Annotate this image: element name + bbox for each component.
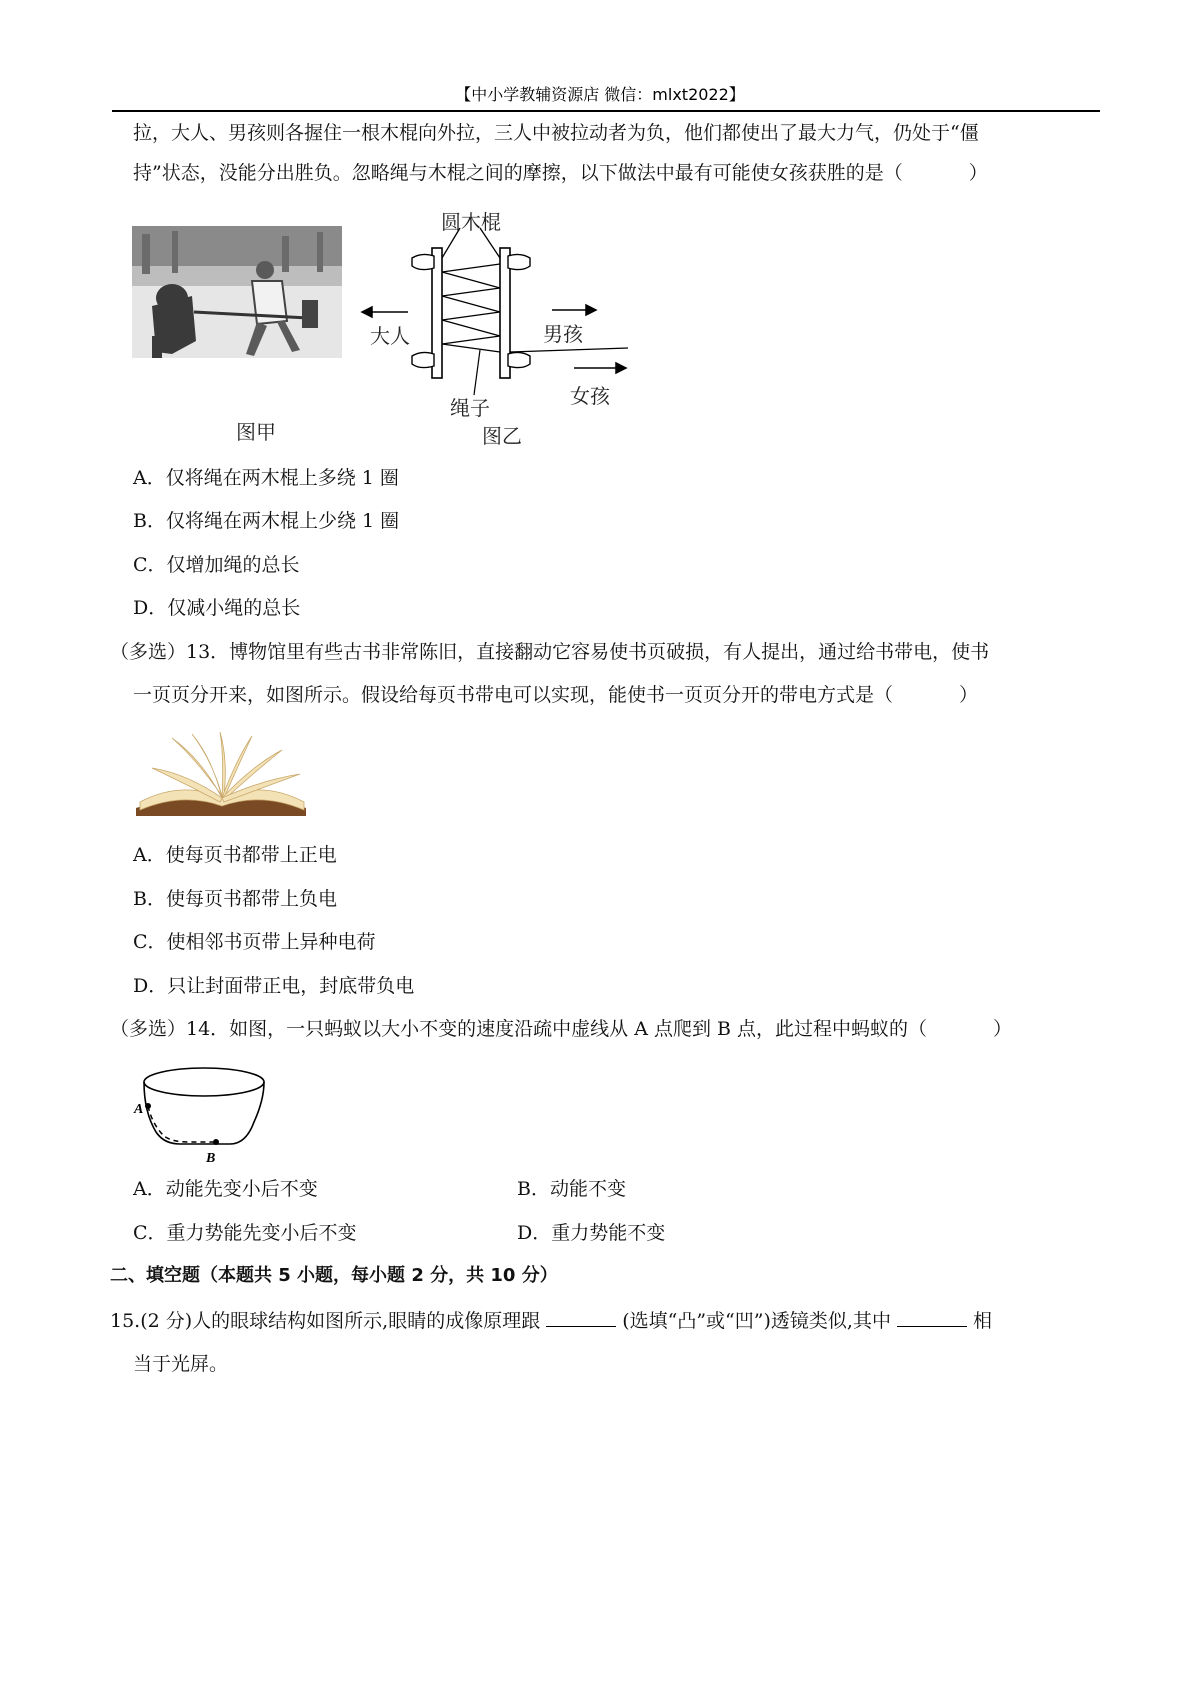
q15-part-2: (选填“凸”或“凹”)透镜类似,其中: [622, 1310, 891, 1332]
q14-option-a: A．动能先变小后不变: [133, 1178, 318, 1200]
q12-option-a: A．仅将绳在两木棍上多绕 1 圈: [133, 467, 399, 489]
q15-blank-1[interactable]: [546, 1308, 616, 1327]
boy-label: 男孩: [543, 322, 583, 346]
q13-line-2-text: 一页页分开来，如图所示。假设给每页书带电可以实现，能使书一页页分开的带电方式是（: [133, 684, 894, 706]
header-rule: [112, 110, 1100, 112]
figure-a-caption: 图甲: [236, 420, 276, 444]
q12-line-2: [133, 161, 988, 185]
bowl-figure: [130, 1062, 270, 1166]
q15-part-1: 15.(2 分)人的眼球结构如图所示,眼睛的成像原理跟: [110, 1310, 541, 1332]
q12-option-c: C．仅增加绳的总长: [133, 554, 300, 576]
q14-option-b: B．动能不变: [517, 1178, 626, 1200]
q15-blank-2[interactable]: [897, 1308, 967, 1327]
q13-option-d: D．只让封面带正电，封底带负电: [133, 975, 415, 997]
q12-option-b: B．仅将绳在两木棍上少绕 1 圈: [133, 510, 400, 532]
q12-line-2-text: 持”状态，没能分出胜负。忽略绳与木棍之间的摩擦，以下做法中最有可能使女孩获胜的是（: [133, 162, 903, 184]
q15-line-1: [110, 1308, 992, 1333]
adult-label: 大人: [370, 324, 410, 348]
bowl-label-b: B: [206, 1151, 216, 1166]
q13-option-a: A．使每页书都带上正电: [133, 844, 337, 866]
girl-label: 女孩: [570, 384, 610, 408]
q13-option-c: C．使相邻书页带上异种电荷: [133, 931, 376, 953]
q12-line-1: 拉，大人、男孩则各握住一根木棍向外拉，三人中被拉动者为负，他们都使出了最大力气，仍处于“僵: [133, 122, 979, 144]
q15-part-3: 相: [972, 1310, 992, 1332]
figure-a-photo: [132, 226, 342, 358]
q14-option-c: C．重力势能先变小后不变: [133, 1222, 357, 1244]
q14-option-d: D．重力势能不变: [517, 1222, 666, 1244]
q14-line-1-close: ）: [993, 1018, 1013, 1040]
q13-line-1: （多选）13．博物馆里有些古书非常陈旧，直接翻动它容易使书页破损，有人提出，通过给书带电，使书: [110, 641, 990, 663]
q13-option-b: B．使每页书都带上负电: [133, 888, 337, 910]
q13-line-2: [133, 683, 978, 707]
page-header: 【中小学教辅资源店 微信：mlxt2022】: [455, 85, 745, 104]
q15-line-2: 当于光屏。: [133, 1353, 229, 1375]
q14-line-1: [110, 1017, 1012, 1041]
section-2-title: 二、填空题（本题共 5 小题，每小题 2 分，共 10 分）: [110, 1265, 558, 1286]
figure-b-caption: 图乙: [482, 424, 522, 448]
q12-line-2-close: ）: [968, 162, 988, 184]
bowl-label-a: A: [134, 1102, 144, 1117]
q14-line-1-text: （多选）14．如图，一只蚂蚁以大小不变的速度沿疏中虚线从 A 点爬到 B 点，此过程中蚂蚁的（: [110, 1018, 928, 1040]
rope-label: 绳子: [450, 396, 490, 420]
stick-label: 圆木棍: [441, 210, 501, 234]
q12-option-d: D．仅减小绳的总长: [133, 597, 301, 619]
open-book-figure: [132, 730, 310, 820]
q13-line-2-close: ）: [959, 684, 979, 706]
